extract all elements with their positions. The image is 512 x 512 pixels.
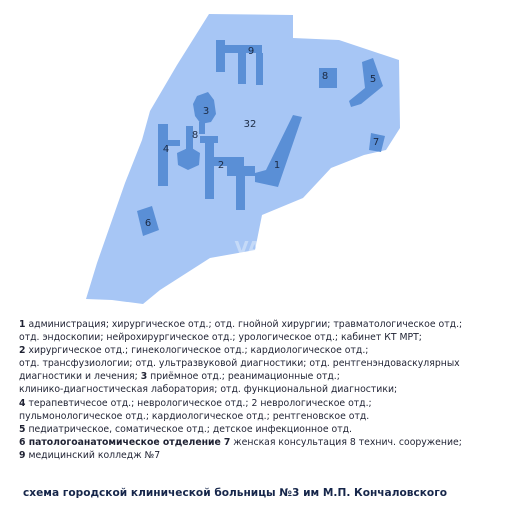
map-label-4: 4 — [162, 144, 170, 155]
legend-text: приёмное отд.; реанимационные отд.; — [147, 371, 340, 383]
map-label-7: 7 — [372, 137, 380, 148]
map-label-2: 2 — [217, 160, 225, 171]
map-label-3: 3 — [202, 106, 210, 117]
legend-line — [19, 410, 509, 423]
legend-line — [19, 370, 509, 383]
watermark-text: VA — [234, 238, 262, 259]
map-label-1: 1 — [273, 160, 281, 171]
map-label-8-left: 8 — [191, 130, 199, 141]
legend-text: медицинский колледж №7 — [25, 449, 161, 461]
legend-text: отд. трансфузиологии; отд. ультразвуковой диагностики; отд. рентгенэндоваскулярных — [19, 358, 460, 370]
legend-text: пульмонологическое отд.; кардиологическое отд.; рентгеновское отд. — [19, 410, 370, 422]
legend-text: администрация; хирургическое отд.; отд. гнойной хирургии; травматологическое отд.; — [25, 319, 463, 330]
legend-line — [19, 449, 509, 462]
legend-text: хирургическое отд.; гинекологическое отд.; кардиологическое отд.; — [25, 345, 369, 357]
map-label-9: 9 — [247, 46, 255, 57]
map-label-6: 6 — [144, 218, 152, 229]
legend-line — [19, 344, 509, 357]
legend-line — [19, 318, 509, 331]
map-legend — [19, 318, 509, 462]
legend-line — [19, 397, 509, 410]
map-label-5: 5 — [369, 74, 377, 85]
legend-line — [19, 331, 509, 344]
legend-number: 4 — [19, 397, 26, 409]
legend-line — [19, 357, 509, 370]
legend-text: отд. эндоскопии; нейрохирургическое отд.; урологическое отд.; кабинет КТ МРТ; — [19, 332, 422, 344]
legend-number: 5 — [19, 423, 26, 435]
legend-text: терапевтичесое отд.; неврологическое отд.; 2 неврологическое отд.; — [25, 397, 372, 409]
legend-number: 3 — [140, 371, 148, 383]
legend-line — [19, 383, 509, 396]
legend-number: 1 — [19, 319, 26, 330]
legend-number: 9 — [19, 449, 26, 461]
legend-text: диагностики и лечения; — [19, 371, 141, 383]
map-label-8-right: 8 — [321, 71, 329, 82]
legend-text: женская консультация 8 технич. сооружение; — [230, 436, 462, 448]
legend-text: клинико-диагностическая лаборатория; отд. функциональной диагностики; — [19, 384, 398, 396]
legend-line — [19, 423, 509, 436]
legend-text: педиатрическое, соматическое отд.; детское инфекционное отд. — [25, 423, 352, 435]
legend-number: 2 — [19, 345, 26, 357]
legend-line — [19, 436, 509, 449]
map-caption: схема городской клинической больницы №3 им М.П. Кончаловского — [23, 487, 448, 499]
legend-number: 7 — [223, 436, 231, 448]
map-label-32: 32 — [243, 119, 257, 130]
legend-number: 6 патологоанатомическое отделение — [19, 436, 221, 448]
